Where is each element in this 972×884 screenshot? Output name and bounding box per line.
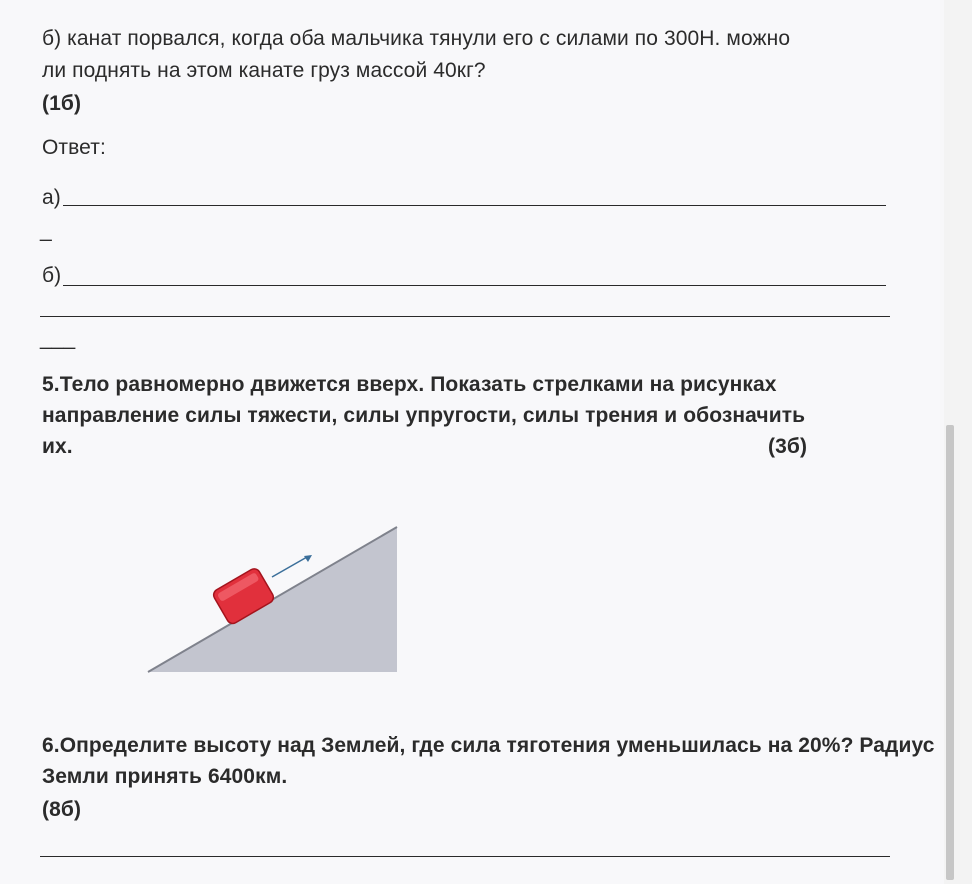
answer-a-line[interactable]: [63, 205, 886, 206]
scrollbar-thumb[interactable]: [946, 425, 954, 880]
task6-points: (8б): [42, 798, 82, 821]
answer-b-continuation: ___: [40, 327, 76, 350]
answer-a-label: а): [42, 186, 61, 209]
task6-line1: 6.Определите высоту над Землей, где сила тяготения уменьшилась на 20%? Радиус: [42, 734, 935, 757]
answer-a-continuation: _: [40, 219, 52, 242]
question-b-points: (1б): [42, 92, 82, 115]
task5-line1: 5.Тело равномерно движется вверх. Показать стрелками на рисунках: [42, 373, 777, 396]
task5-line3: их.: [42, 435, 73, 458]
answer-b-label: б): [42, 264, 62, 287]
incline-figure: [140, 515, 410, 685]
velocity-arrow: [272, 555, 312, 577]
task5-line2: направление силы тяжести, силы упругости, силы трения и обозначить: [42, 404, 806, 427]
answer-label: Ответ:: [42, 136, 106, 159]
task5-points: (3б): [768, 435, 808, 458]
task6-line2: Земли принять 6400км.: [42, 765, 288, 788]
answer-b-line[interactable]: [63, 285, 886, 286]
question-b-line1: б) канат порвался, когда оба мальчика тянули его с силами по 300Н. можно: [42, 27, 791, 50]
answer-b-line-2[interactable]: [40, 316, 890, 317]
question-b-line2: ли поднять на этом канате груз массой 40кг?: [42, 59, 486, 82]
task6-answer-line[interactable]: [40, 856, 890, 857]
